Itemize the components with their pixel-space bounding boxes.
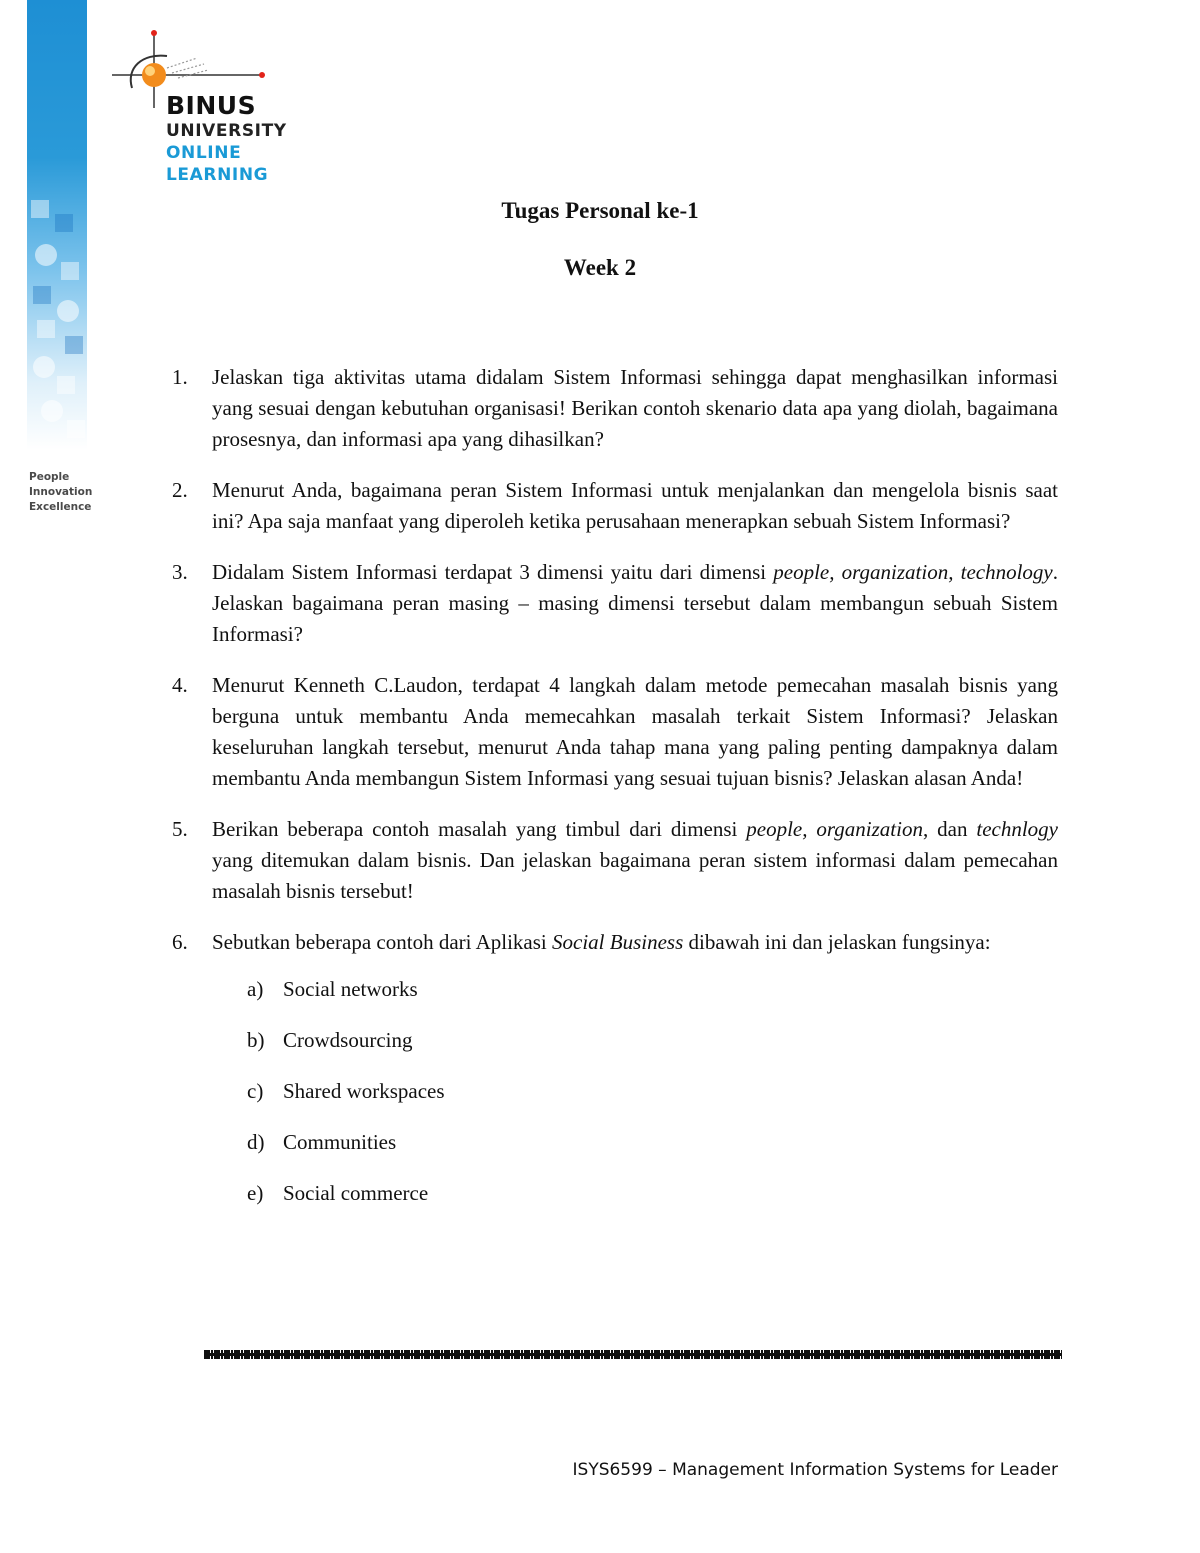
sub-item [247,1178,1058,1209]
section-divider [204,1350,1062,1359]
binus-logo [112,28,302,188]
tagline [29,470,92,515]
sub-item-label: e) [247,1181,264,1205]
question-text [212,927,1058,958]
sub-item [247,1025,1058,1056]
sub-item [247,1076,1058,1107]
sub-item-list [212,974,1058,1209]
logo-learning: LEARNING [166,165,269,185]
question-number: 5. [172,817,188,841]
sub-item-text: Social commerce [283,1181,429,1205]
question-item [172,475,1058,537]
sub-item-label: c) [247,1079,264,1103]
question-text-part: , dan [922,817,977,841]
footer-course-label: ISYS6599 – Management Information Systems for Leader [572,1460,1058,1480]
logo-online: ONLINE [166,143,242,163]
question-text-part: dibawah ini dan jelaskan fungsinya: [683,930,991,954]
question-text-part: yang ditemukan dalam bisnis. Dan jelaskan bagaimana peran sistem informasi dalam pemecahan masalah bisnis tersebut! [212,848,1058,903]
question-number: 2. [172,478,188,502]
question-item [172,362,1058,455]
tagline-innovation: Innovation [29,486,93,498]
sub-item [247,974,1058,1005]
question-item [172,670,1058,794]
question-text [212,557,1058,650]
question-number: 1. [172,365,188,389]
logo-university: UNIVERSITY [166,121,287,141]
question-text-part: Didalam Sistem Informasi terdapat 3 dimensi yaitu dari dimensi [212,560,774,584]
question-number: 4. [172,673,188,697]
sub-item-label: d) [247,1130,265,1154]
question-text: Menurut Kenneth C.Laudon, terdapat 4 langkah dalam metode pemecahan masalah bisnis yang berguna untuk membantu Anda memecahkan masalah terkait Sistem Informasi? Jelaskan keseluruhan langkah tersebut, menurut Anda tahap mana yang paling penting dampaknya dalam membantu Anda membangun Sistem Informasi yang sesuai tujuan bisnis? Jelaskan alasan Anda! [212,673,1058,790]
sub-item-text: Social networks [283,977,418,1001]
question-text-part: Sebutkan beberapa contoh dari Aplikasi [212,930,552,954]
sub-item-text: Shared workspaces [283,1079,445,1103]
question-italic-term: Social Business [552,930,684,954]
question-number: 6. [172,930,188,954]
sub-item-text: Communities [283,1130,397,1154]
question-text [212,814,1058,907]
decorative-side-strip [27,0,87,450]
question-text-part: . Jelaskan bagaimana peran masing – masing dimensi tersebut dalam membangun sebuah Sistem Informasi? [212,560,1058,646]
logo-brand: BINUS [166,91,257,120]
logo-text [166,92,287,186]
sub-item-label: a) [247,977,264,1001]
sub-item [247,1127,1058,1158]
question-item [172,927,1058,1209]
week-label: Week 2 [563,255,637,280]
tagline-excellence: Excellence [29,501,92,513]
question-italic-term: technlogy [976,817,1058,841]
question-text: Menurut Anda, bagaimana peran Sistem Informasi untuk menjalankan dan mengelola bisnis saat ini? Apa saja manfaat yang diperoleh ketika perusahaan menerapkan sebuah Sistem Informasi? [212,478,1058,533]
question-item [172,557,1058,650]
question-italic-term: people, organization [746,817,923,841]
question-number: 3. [172,560,188,584]
question-text: Jelaskan tiga aktivitas utama didalam Sistem Informasi sehingga dapat menghasilkan informasi yang sesuai dengan kebutuhan organisasi! Berikan contoh skenario data apa yang diolah, bagaimana prosesnya, dan informasi apa yang dihasilkan? [212,365,1058,451]
question-item [172,814,1058,907]
question-text-part: Berikan beberapa contoh masalah yang timbul dari dimensi [212,817,747,841]
question-list [172,362,1058,1229]
question-italic-term: people, organization, technology [773,560,1053,584]
sub-item-label: b) [247,1028,265,1052]
tagline-people: People [29,471,70,483]
sub-item-text: Crowdsourcing [283,1028,413,1052]
document-title: Tugas Personal ke-1 [501,198,699,223]
